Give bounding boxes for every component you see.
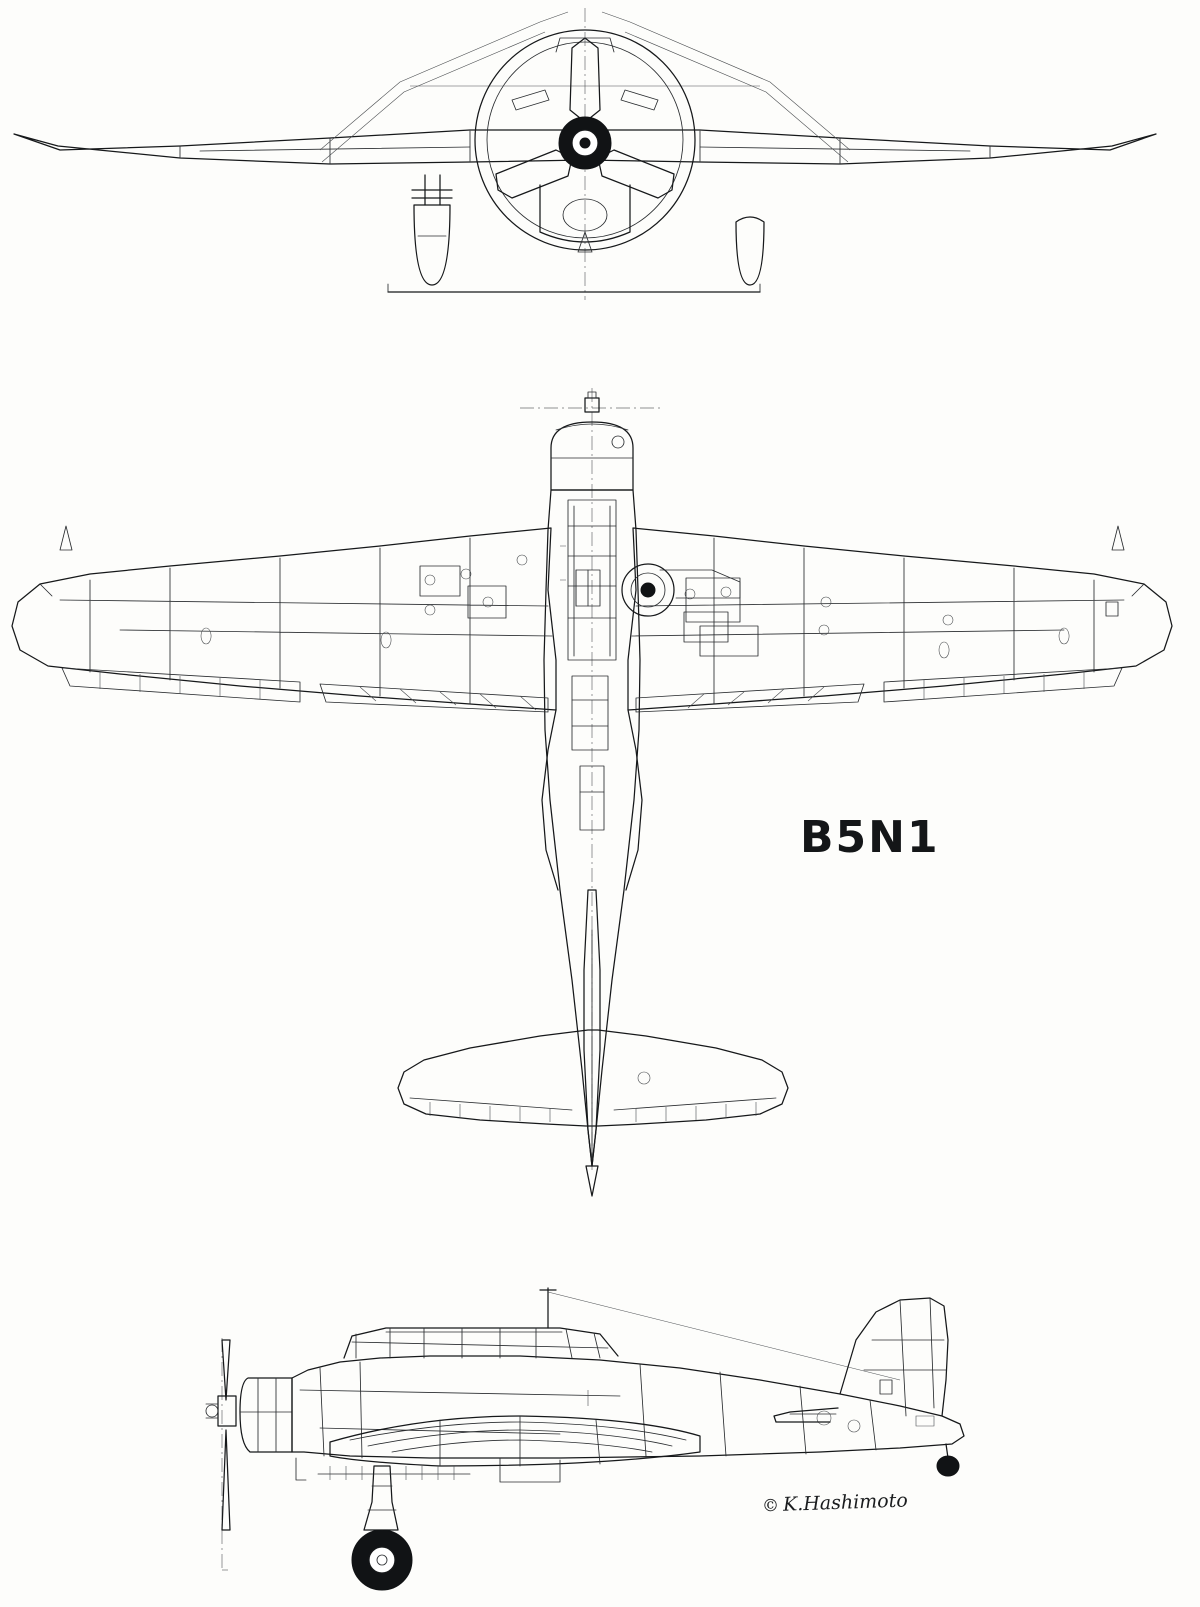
plan-port-flap: [320, 684, 548, 712]
side-wing-chord-1: [350, 1422, 686, 1440]
gear-left-spat: [414, 205, 450, 285]
plan-stbd-vent: [939, 642, 949, 658]
plan-panel-fastener-d: [425, 605, 435, 615]
side-tailwheel: [937, 1456, 959, 1476]
plan-stbd-aileron: [884, 668, 1122, 702]
plan-port-pitot: [60, 526, 72, 550]
prop-blade-right: [598, 150, 674, 198]
plan-panel-fastener-b: [461, 569, 471, 579]
plan-panel-2: [468, 586, 506, 618]
side-cowling: [240, 1378, 292, 1452]
plan-panel-fastener-g: [721, 587, 731, 597]
front-fold-guide-left2: [322, 32, 545, 162]
plan-panel-fastener-c: [517, 555, 527, 565]
prop-hub-centre: [580, 138, 590, 148]
side-rudder-hinge: [900, 1298, 934, 1416]
plan-rear-deck-frames: [572, 700, 608, 726]
side-exhaust: [296, 1458, 306, 1480]
plan-panel-fastener-j: [943, 615, 953, 625]
plan-panel-3: [686, 578, 740, 622]
plan-panel-4: [700, 626, 758, 656]
plan-starboard-wing: [628, 528, 1172, 710]
plan-port-wing: [12, 528, 556, 710]
front-ground-ticks: [388, 284, 760, 292]
side-panel-circle-a: [817, 1411, 831, 1425]
side-wing-chord-3: [392, 1440, 652, 1452]
plan-stbd-flap: [636, 684, 864, 712]
side-fin-panel: [880, 1380, 892, 1394]
artist-name: K.Hashimoto: [782, 1489, 909, 1516]
side-prop-lower: [222, 1430, 230, 1530]
side-wing-flap: [500, 1458, 560, 1482]
front-elevation-view: [0, 0, 1200, 330]
plan-panel-fastener-h: [821, 597, 831, 607]
side-spinner: [218, 1396, 236, 1426]
front-fold-guide-right2: [625, 32, 848, 162]
plan-view: [0, 330, 1200, 1230]
plan-panel-5: [684, 612, 728, 642]
plan-port-vent-2: [381, 632, 391, 648]
plan-elevator-hinge: [410, 1098, 776, 1110]
side-antenna-wire: [548, 1292, 900, 1380]
plan-rear-deck: [572, 676, 608, 750]
side-antenna-mast: [540, 1288, 556, 1328]
front-fold-guide-left: [320, 12, 568, 150]
plan-stbd-pitot: [1112, 526, 1124, 550]
plan-tailcone: [586, 1166, 598, 1196]
side-tailplane: [774, 1408, 838, 1422]
side-gear-leg: [364, 1466, 398, 1530]
side-panel-hatch: [916, 1416, 934, 1426]
plan-port-aileron: [62, 668, 300, 702]
side-panel-circle-b: [848, 1420, 860, 1432]
plan-port-panel-lines: [60, 538, 552, 704]
plan-wheel-hub: [641, 583, 655, 597]
copyright-symbol: ©: [761, 1495, 780, 1517]
side-cowl-rings: [258, 1378, 276, 1452]
plan-tail-fastener: [638, 1072, 650, 1084]
plan-fuselage-ticks: [560, 546, 566, 580]
side-main-wheel-hub: [369, 1547, 395, 1573]
side-prop-boss: [206, 1405, 218, 1417]
plan-cowl-port: [612, 436, 624, 448]
front-fold-guide-right: [602, 12, 850, 150]
cowl-vane-left: [512, 90, 549, 110]
front-right-wing: [585, 130, 1156, 164]
side-fuselage-stringers: [300, 1390, 620, 1434]
plan-stbd-tip-panel: [1106, 602, 1118, 616]
prop-blade-left: [496, 150, 572, 198]
side-prop-shaft: [206, 1404, 218, 1418]
cowl-vane-right: [621, 90, 658, 110]
plan-panel-1: [420, 566, 460, 596]
plan-port-vent: [201, 628, 211, 644]
plan-stbd-panel-lines: [632, 538, 1124, 704]
side-fin-lines: [864, 1340, 946, 1370]
side-fuselage: [292, 1356, 964, 1458]
side-elevation-view: [0, 1230, 1200, 1607]
gear-left-brace: [412, 190, 452, 198]
plan-horizontal-tail: [398, 1030, 788, 1126]
side-prop-upper: [222, 1340, 230, 1400]
plan-panel-fastener-f: [685, 589, 695, 599]
plan-elevator-ribs: [430, 1102, 756, 1122]
front-left-wing: [14, 130, 585, 164]
plan-panel-fastener-a: [425, 575, 435, 585]
aircraft-designation-label: B5N1: [800, 812, 940, 863]
side-rack-teeth: [330, 1466, 454, 1480]
plan-gear-fairing: [660, 570, 740, 598]
gear-right-spat: [736, 217, 764, 285]
plan-cockpit-panel-div: [576, 570, 588, 606]
